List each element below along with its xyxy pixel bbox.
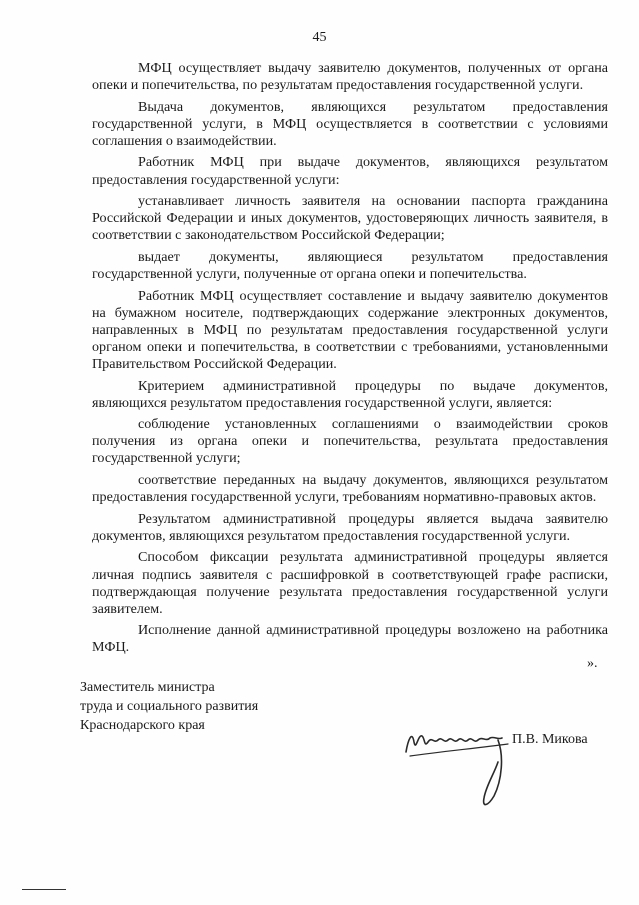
body-text [92,60,608,661]
handwritten-signature [398,700,524,812]
paragraph: Выдача документов, являющихся результатом предоставления государственной услуги, в МФЦ осуществляется в соответствии с условиями соглашения о взаимодействии. [92,98,608,149]
paragraph: Результатом административной процедуры является выдача заявителю документов, являющихся результатом предоставления государственной услуги. [92,510,608,544]
signatory-position: Заместитель министра [80,680,215,695]
paragraph: Критерием административной процедуры по выдаче документов, являющихся результатом предоставления государственной услуги, является: [92,377,608,411]
paragraph: Работник МФЦ осуществляет составление и выдачу заявителю документов на бумажном носителе, подтверждающих содержание электронных документов, направленных в МФЦ по результатам предоставления государственной услуги органом опеки и попечительства, в соответствии с требованиями, установленными Правительством Российской Федерации. [92,287,608,372]
paragraph: Исполнение данной административной процедуры возложено на работника МФЦ. [92,622,608,656]
signatory-region: Краснодарского края [80,718,205,733]
paragraph: МФЦ осуществляет выдачу заявителю документов, полученных от органа опеки и попечительства, по результатам предоставления государственной услуги. [92,60,608,94]
paragraph: соответствие переданных на выдачу документов, являющихся результатом предоставления государственной услуги, требованиям нормативно-правовых актов. [92,472,608,506]
page-number: 45 [312,30,327,45]
signer-name: П.В. Микова [512,732,588,747]
paragraph: Способом фиксации результата административной процедуры является личная подпись заявителя с расшифровкой в соответствующей графе расписки, подтверждающая получение результата предоставления государственной услуги заявителем. [92,549,608,617]
signature-drawing [398,700,524,812]
paragraph: соблюдение установленных соглашениями о взаимодействии сроков получения из органа опеки и попечительства, результата предоставления государственной услуги; [92,416,608,467]
footer-rule [22,889,66,890]
closing-quote: ». [587,656,598,671]
signatory-ministry: труда и социального развития [80,699,259,714]
signatory-block [80,678,258,735]
paragraph: Работник МФЦ при выдаче документов, являющихся результатом предоставления государственной услуги: [92,154,608,188]
paragraph: устанавливает личность заявителя на основании паспорта гражданина Российской Федерации и иных документов, удостоверяющих личность заявителя, в соответствии с законодательством Российской Федерации; [92,193,608,244]
paragraph: выдает документы, являющиеся результатом предоставления государственной услуги, полученные от органа опеки и попечительства. [92,248,608,283]
